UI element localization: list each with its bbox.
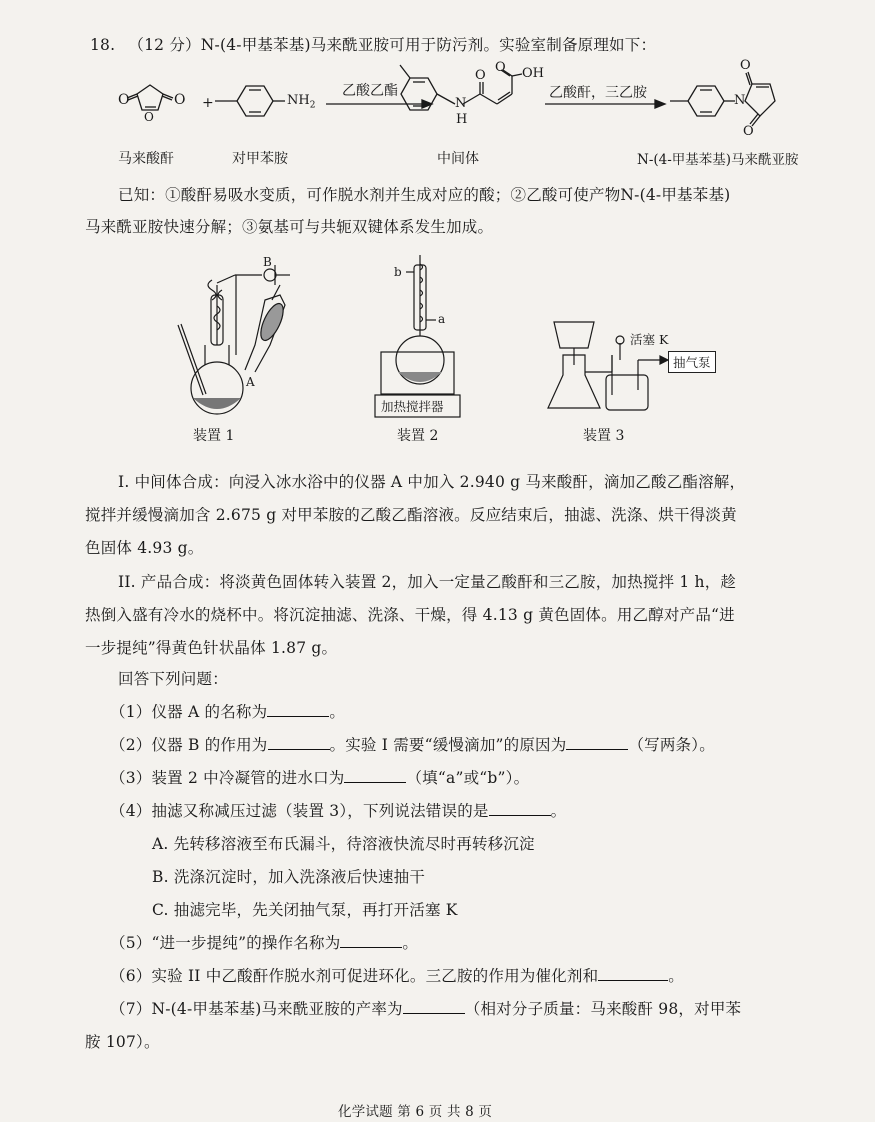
- step2-condition: 乙酸酐，三乙胺: [549, 85, 647, 101]
- part2-line2: 热倒入盛有冷水的烧杯中。将沉淀抽滤、洗涤、干燥，得 4.13 g 黄色固体。用乙醇对产品“进: [85, 606, 735, 624]
- heater-label: 加热搅拌器: [381, 399, 444, 414]
- reagent1-name: 马来酸酐: [118, 151, 174, 167]
- part1-line3: 色固体 4.93 g。: [85, 539, 204, 557]
- subquestion-7-cont: 胺 107）。: [85, 1033, 160, 1051]
- answer-blank-2b[interactable]: [566, 748, 628, 750]
- subquestion-4: （4）抽滤又称减压过滤（装置 3），下列说法错误的是 。: [110, 802, 567, 820]
- label-A: A: [246, 375, 255, 389]
- page-footer: 化学试题 第 6 页 共 8 页: [338, 1104, 493, 1120]
- answer-blank-6[interactable]: [598, 979, 668, 981]
- part1-line2: 搅拌并缓慢滴加含 2.675 g 对甲苯胺的乙酸乙酯溶液。反应结束后，抽滤、洗涤、烘干得淡黄: [85, 506, 737, 524]
- reagent2-name: 对甲苯胺: [232, 151, 288, 167]
- part1-line1: I. 中间体合成：向浸入冰水浴中的仪器 A 中加入 2.940 g 马来酸酐，滴加乙酸乙酯溶解，: [118, 473, 746, 491]
- question-points: （12 分）: [128, 36, 201, 54]
- intermediate-n: N: [455, 96, 467, 111]
- known-info-line2: 马来酰亚胺快速分解；③氨基可与共轭双键体系发生加成。: [85, 218, 494, 236]
- nh2-label: $NH_2$: [287, 93, 316, 111]
- answer-blank-1[interactable]: [267, 715, 329, 717]
- answer-prompt: 回答下列问题：: [118, 670, 228, 688]
- intermediate-o: O: [475, 68, 486, 83]
- subquestion-6: （6）实验 II 中乙酸酐作脱水剂可促进环化。三乙胺的作用为催化剂和 。: [110, 967, 684, 985]
- device3-caption: 装置 3: [583, 428, 625, 444]
- product-o-bottom: O: [743, 124, 754, 139]
- question-intro: N-(4-甲基苯基)马来酰亚胺可用于防污剂。实验室制备原理如下：: [200, 36, 657, 54]
- part2-line1: II. 产品合成：将淡黄色固体转入装置 2，加入一定量乙酸酐和三乙胺，加热搅拌 1 h，趁: [118, 573, 737, 591]
- product-n: N: [734, 93, 746, 108]
- device1-caption: 装置 1: [193, 428, 235, 444]
- answer-blank-4[interactable]: [489, 814, 551, 816]
- known-info-line1: 已知：①酸酐易吸水变质，可作脱水剂并生成对应的酸；②乙酸可使产物N-(4-甲基苯基): [118, 186, 731, 204]
- step1-condition: 乙酸乙酯: [342, 83, 398, 99]
- intermediate-name: 中间体: [437, 151, 479, 167]
- label-b: b: [394, 265, 402, 279]
- answer-blank-2a[interactable]: [268, 748, 330, 750]
- plus-sign: +: [202, 95, 214, 111]
- subquestion-7: （7）N-(4-甲基苯基)马来酰亚胺的产率为 （相对分子质量：马来酸酐 98，对甲苯: [110, 1000, 742, 1018]
- option-A: A. 先转移溶液至布氏漏斗，待溶液快流尽时再转移沉淀: [152, 835, 535, 853]
- intermediate-o2: O: [495, 60, 506, 75]
- intermediate-h: H: [456, 112, 468, 127]
- option-C: C. 抽滤完毕，先关闭抽气泵，再打开活塞 K: [152, 901, 458, 919]
- device1-condenser: [208, 280, 222, 330]
- answer-blank-5[interactable]: [340, 946, 402, 948]
- anhydride-o-left: O: [118, 92, 130, 108]
- device2-caption: 装置 2: [397, 428, 439, 444]
- subquestion-5: （5）“进一步提纯”的操作名称为 。: [110, 934, 419, 952]
- subquestion-3: （3）装置 2 中冷凝管的进水口为 （填“a”或“b”）。: [110, 769, 530, 787]
- anhydride-o-ring: O: [144, 110, 154, 124]
- subquestion-2: （2）仪器 B 的作用为 。实验 I 需要“缓慢滴加”的原因为 （写两条）。: [110, 736, 715, 754]
- product-name: N-(4-甲基苯基)马来酰亚胺: [637, 152, 799, 168]
- option-B: B. 洗涤沉淀时，加入洗涤液后快速抽干: [152, 868, 426, 886]
- part2-line3: 一步提纯”得黄色针状晶体 1.87 g。: [85, 639, 338, 657]
- apparatus-drawing: [0, 0, 875, 460]
- answer-blank-3[interactable]: [344, 781, 406, 783]
- answer-blank-7[interactable]: [403, 1012, 465, 1014]
- pump-label: 抽气泵: [668, 351, 716, 373]
- intermediate-oh: OH: [522, 66, 544, 81]
- valve-label: 活塞 K: [630, 332, 669, 347]
- question-number: 18.: [90, 36, 116, 54]
- label-B: B: [263, 255, 272, 269]
- label-a: a: [438, 312, 446, 326]
- subquestion-1: （1）仪器 A 的名称为 。: [110, 703, 346, 721]
- anhydride-o-right: O: [174, 92, 186, 108]
- product-o-top: O: [740, 58, 751, 73]
- device3-buchner-funnel: [554, 322, 594, 348]
